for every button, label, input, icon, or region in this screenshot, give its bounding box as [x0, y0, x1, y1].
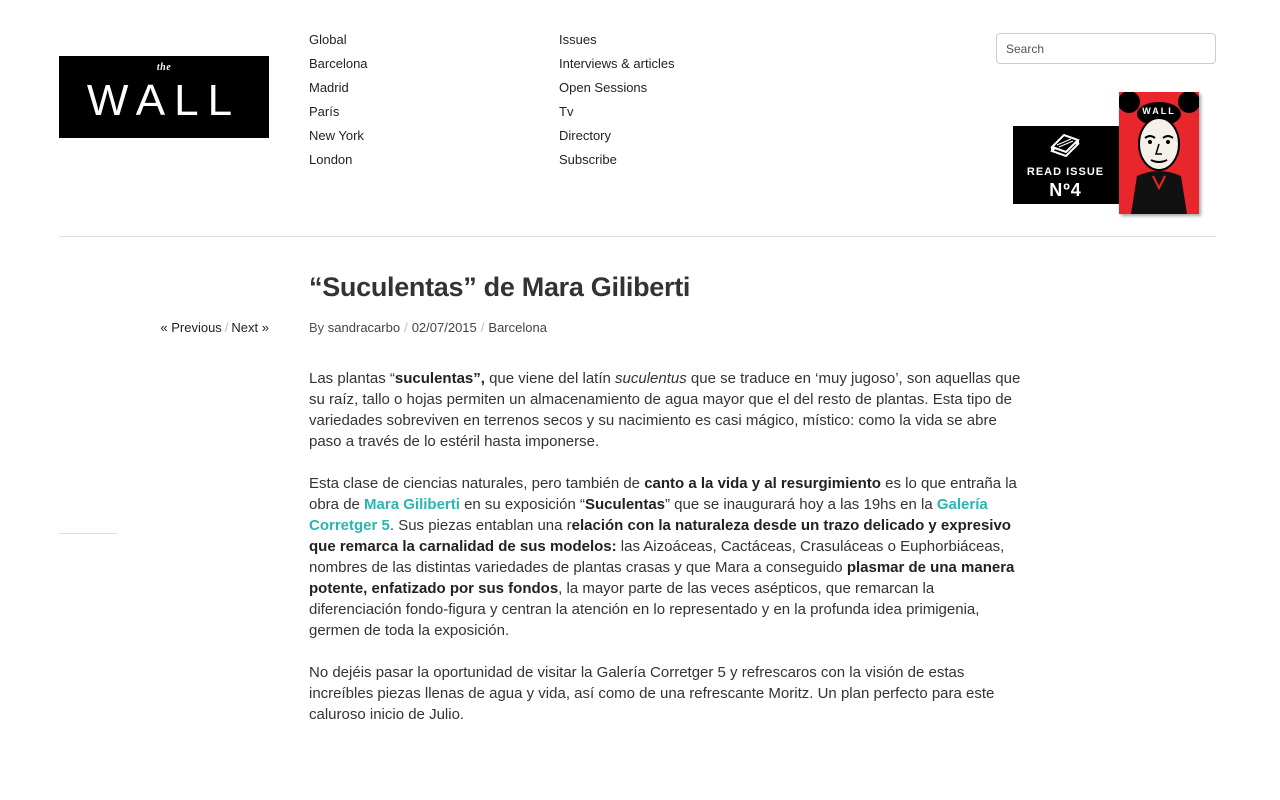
site-logo[interactable] [59, 56, 269, 138]
text-span: . Sus piezas entablan una r [389, 517, 572, 534]
nav-link-issues[interactable]: Issues [559, 32, 597, 47]
nav-link-open-sessions[interactable]: Open Sessions [559, 80, 648, 95]
issue-number: Nº4 [1049, 180, 1082, 200]
text-span: , la mayor parte de las veces asépticos, que remarcan la diferenciación fondo-figura y centran la atención en lo representado y en la profunda idea primigenia, germen de toda la exposición. [309, 580, 980, 639]
text-span: Las plantas “ [309, 370, 395, 387]
next-post-link[interactable]: Next » [231, 320, 269, 335]
byline-prefix: By [309, 320, 325, 335]
text-span: las Aizoáceas, Cactáceas, Crasuláceas o Euphorbiáceas, nombres de las distintas variedades de plantas crasas y que Mara a conseguido [309, 538, 1005, 576]
bold-text: elación con la naturaleza desde un trazo delicado y expresivo que remarca la carnalidad de sus modelos: [309, 517, 1011, 555]
read-issue-banner[interactable] [1013, 92, 1205, 222]
previous-post-link[interactable]: « Previous [160, 320, 222, 335]
meta-separator: / [480, 320, 485, 335]
article-content [309, 368, 1024, 746]
author-link[interactable]: sandracarbo [327, 320, 401, 335]
text-span: que viene del latín [484, 370, 616, 387]
logo-wall: WALL [86, 76, 242, 125]
nav-link-london[interactable]: London [309, 152, 353, 167]
nav-link-directory[interactable]: Directory [559, 128, 612, 143]
post-nav-separator: / [224, 320, 229, 335]
bold-text: Suculentas [584, 496, 666, 513]
cover-title: WALL [1142, 106, 1176, 116]
text-span: que se traduce en ‘muy jugoso’, son aquellas que su raíz, tallo o hojas permiten un almacenamiento de agua mayor que el del resto de plantas. Esta tipo de variedades sobreviven en terrenos secos y su nacimiento es casi mágico, místico: como la vida se abre paso a través de lo estéril hasta imponerse. [309, 370, 1021, 450]
book-icon [1046, 131, 1084, 159]
bold-text: canto a la vida y al resurgimiento [644, 475, 881, 492]
article-paragraph: No dejéis pasar la oportunidad de visitar la Galería Corretger 5 y refrescaros con la visión de estas increíbles piezas llenas de agua y vida, así como de una refrescante Moritz. Un plan perfecto para este caluroso inicio de Julio. [309, 664, 995, 723]
article-title: “Suculentas” de Mara Giliberti [309, 272, 691, 302]
nav-link-tv[interactable]: Tv [559, 104, 574, 119]
italic-text: suculentus [615, 370, 687, 387]
meta-separator: / [404, 320, 408, 335]
bold-text: suculentas”, [394, 370, 485, 387]
nav-sections [559, 30, 675, 174]
search-input[interactable] [996, 33, 1216, 64]
gallery-link[interactable]: Galería Corretger 5 [309, 496, 988, 534]
article-meta [309, 320, 547, 335]
nav-cities [309, 30, 368, 174]
artist-link[interactable]: Mara Giliberti [364, 496, 460, 513]
issue-cover-image [1119, 92, 1199, 214]
post-navigation [120, 320, 269, 335]
nav-link-subscribe[interactable]: Subscribe [559, 152, 617, 167]
logo-the: the [156, 62, 172, 73]
date-link[interactable]: 02/07/2015 [411, 320, 477, 335]
text-span: Esta clase de ciencias naturales, pero también de [309, 475, 645, 492]
article-paragraph [309, 473, 1024, 641]
nav-link-global[interactable]: Global [309, 32, 347, 47]
nav-link-paris[interactable]: París [309, 104, 340, 119]
article-paragraph [309, 368, 1024, 452]
text-span: ” que se inaugurará hoy a las 19hs en la [665, 496, 937, 513]
text-span: es lo que entraña la obra de [309, 475, 1017, 513]
nav-link-madrid[interactable]: Madrid [309, 80, 349, 95]
header-divider [59, 236, 1216, 237]
nav-link-new-york[interactable]: New York [309, 128, 364, 143]
category-link[interactable]: Barcelona [488, 320, 547, 335]
nav-link-interviews-articles[interactable]: Interviews & articles [559, 56, 675, 71]
text-span: en su exposición “ [459, 496, 585, 513]
bold-text: plasmar de una manera potente, enfatizado por sus fondos [309, 559, 1015, 597]
sidebar-divider [59, 533, 117, 534]
read-issue-label: READ ISSUE [1026, 166, 1105, 178]
read-issue-band [1013, 126, 1133, 204]
nav-link-barcelona[interactable]: Barcelona [309, 56, 368, 71]
